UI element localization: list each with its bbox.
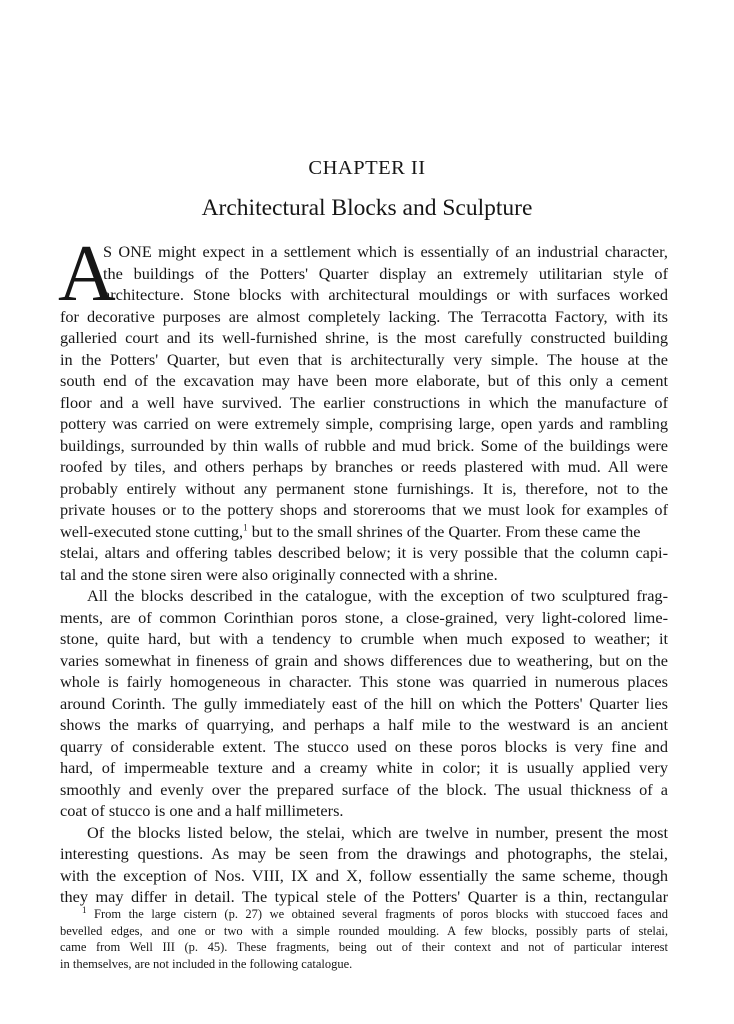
footnote-line: [60, 906, 668, 923]
footnote: [60, 906, 668, 972]
drop-cap: A: [58, 230, 116, 318]
body-line-part: but to the small shrines of the Quarter. From these came the: [251, 521, 641, 541]
footnote-reference: 1: [243, 522, 248, 533]
body-line: ments, are of common Corinthian poros stone, a close-grained, very light-colored lime-: [60, 607, 668, 627]
body-line: quarry of considerable extent. The stucco used on these poros blocks is very fine and: [60, 736, 668, 756]
body-line: stelai, altars and offering tables described below; it is very possible that the column capi-: [60, 543, 668, 563]
body-line: the buildings of the Potters' Quarter display an extremely utilitarian style of: [103, 263, 668, 283]
footnote-line: bevelled edges, and one or two with a simple rounded moulding. A few blocks, possibly parts of stelai,: [60, 923, 668, 938]
body-line: tal and the stone siren were also originally connected with a shrine.: [60, 564, 498, 584]
footnote-line: in themselves, are not included in the following catalogue.: [60, 956, 353, 971]
footnote-marker: 1: [82, 904, 87, 915]
body-line: roofed by tiles, and others perhaps by branches or reeds plastered with mud. All were: [60, 457, 668, 477]
body-line: stone, quite hard, but with a tendency to crumble when much exposed to weather; it: [60, 629, 668, 649]
body-line: interesting questions. As may be seen from the drawings and photographs, the stelai,: [60, 844, 668, 864]
body-line: Of the blocks listed below, the stelai, which are twelve in number, present the most: [87, 822, 668, 842]
footnote-line: came from Well III (p. 45). These fragments, being out of their context and not of particular interest: [60, 940, 668, 954]
chapter-title: Architectural Blocks and Sculpture: [201, 195, 533, 221]
chapter-heading: CHAPTER II: [308, 157, 426, 179]
body-line: for decorative purposes are almost completely lacking. The Terracotta Factory, with its: [60, 306, 668, 326]
body-line: they may differ in detail. The typical stele of the Potters' Quarter is a thin, rectangular: [60, 887, 668, 907]
body-text: [58, 230, 668, 908]
body-line: south end of the excavation may have been more elaborate, but of this only a cement: [60, 371, 668, 391]
body-line: private houses or to the pottery shops and storerooms that we must look for examples of: [60, 500, 668, 520]
body-line: in the Potters' Quarter, but even that is architecturally very simple. The house at the: [60, 349, 668, 369]
body-line-part: well-executed stone cutting,: [60, 521, 244, 541]
body-line: with the exception of Nos. VIII, IX and X, follow essentially the same scheme, though: [60, 865, 668, 885]
body-line: pottery was carried on were extremely simple, comprising large, open yards and rambling: [60, 414, 668, 434]
body-line: coat of stucco is one and a half millimeters.: [60, 801, 344, 821]
body-line: around Corinth. The gully immediately east of the hill on which the Potters' Quarter lies: [60, 693, 668, 713]
body-line: S ONE might expect in a settlement which is essentially of an industrial character,: [103, 242, 668, 261]
body-line: All the blocks described in the catalogue, with the exception of two sculptured frag-: [87, 586, 668, 606]
body-line: varies somewhat in fineness of grain and shows differences due to weathering, but on the: [60, 650, 668, 670]
body-line: shows the marks of quarrying, and perhaps a half mile to the westward is an ancient: [60, 715, 668, 735]
footnote-text: From the large cistern (p. 27) we obtained several fragments of poros blocks with stuccoed faces and: [94, 907, 668, 921]
body-line: smoothly and evenly over the prepared surface of the block. The usual thickness of a: [60, 779, 668, 799]
body-line: whole is fairly homogeneous in character. This stone was quarried in numerous places: [60, 672, 668, 692]
body-line: [60, 521, 668, 543]
body-line: architecture. Stone blocks with architectural mouldings or with surfaces worked: [103, 285, 668, 305]
body-line: buildings, surrounded by thin walls of rubble and mud brick. Some of the buildings were: [60, 435, 668, 455]
body-line: galleried court and its well-furnished shrine, is the most carefully constructed building: [60, 328, 668, 348]
body-line: floor and a well have survived. The earlier constructions in which the manufacture of: [60, 392, 668, 412]
body-line: probably entirely without any permanent stone furnishings. It is, therefore, not to the: [60, 478, 668, 498]
body-line: hard, of impermeable texture and a creamy white in color; it is usually applied very: [60, 758, 668, 778]
